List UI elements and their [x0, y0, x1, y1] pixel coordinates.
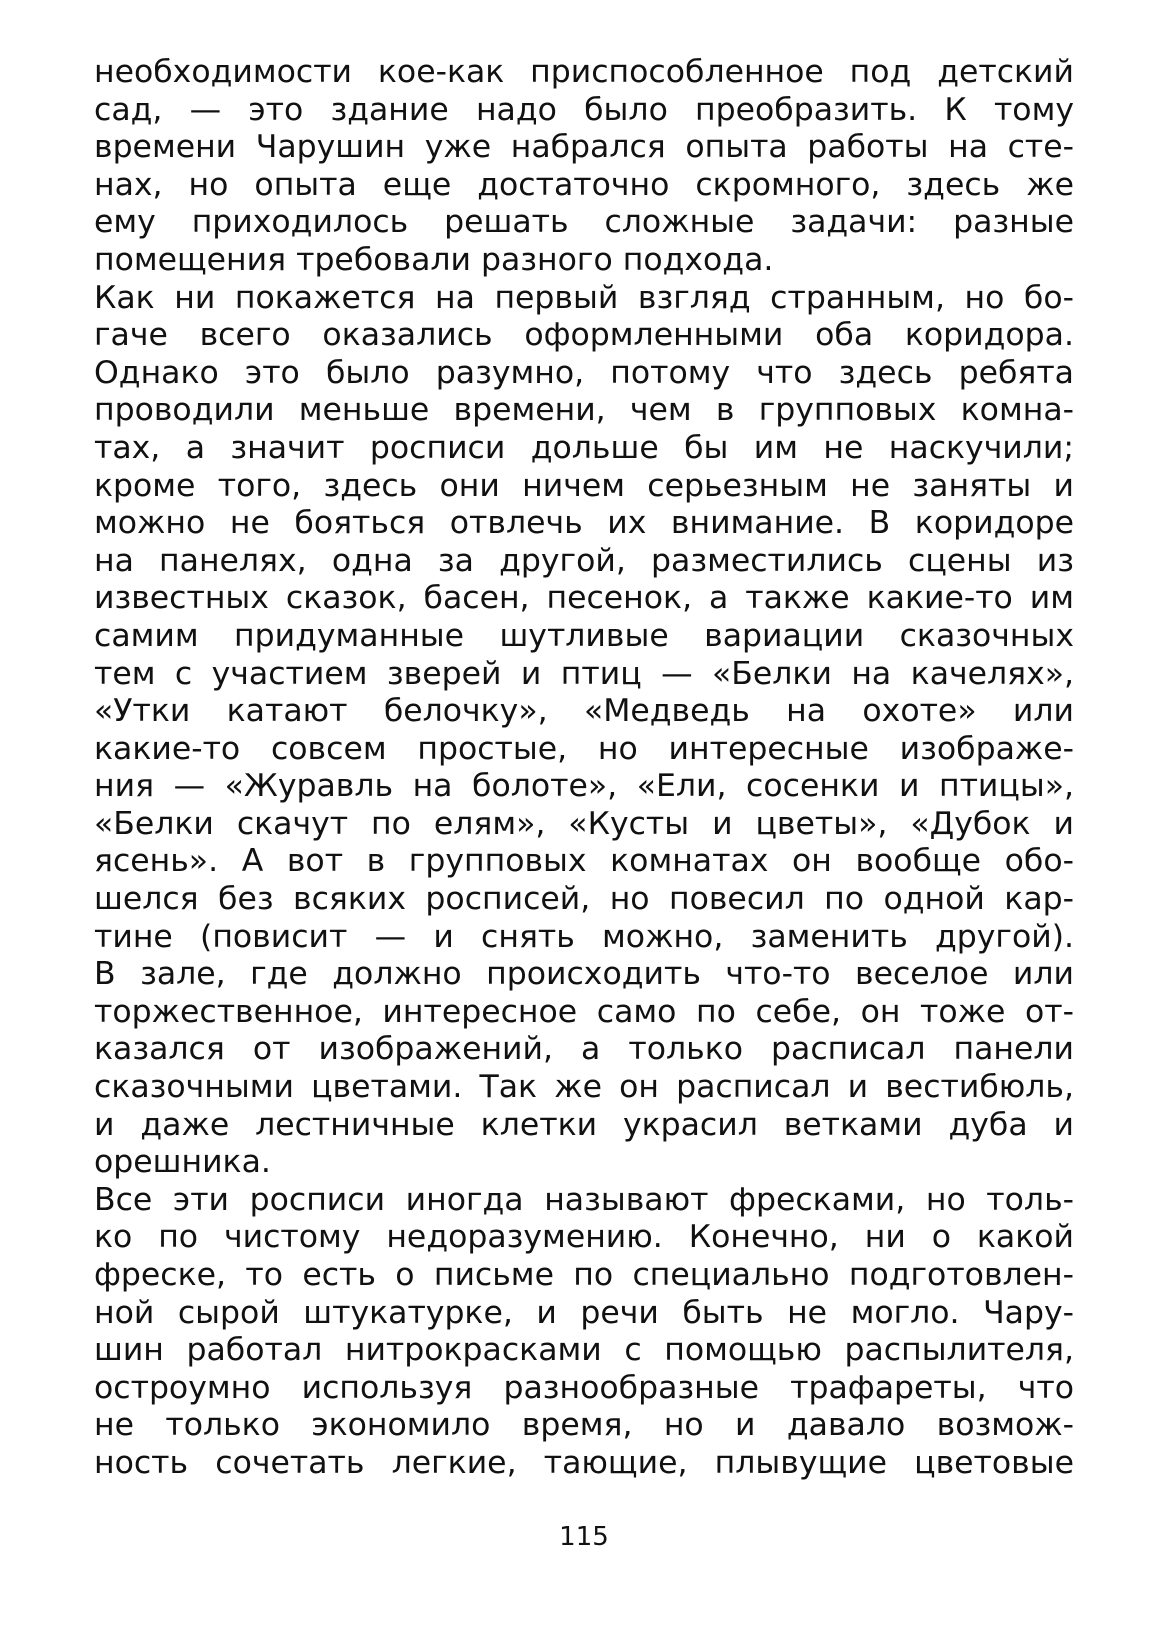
text-line: нах, но опыта еще достаточно скромного, здесь же [94, 166, 1074, 203]
text-line: ной сырой штукатурке, и речи быть не могло. Чару- [94, 1294, 1074, 1331]
text-line: сказочными цветами. Так же он расписал и вестибюль, [94, 1069, 1074, 1106]
text-line: орешника. [94, 1144, 271, 1181]
text-line: тем с участием зверей и птиц — «Белки на качелях», [94, 655, 1074, 692]
text-line: «Белки скачут по елям», «Кусты и цветы», «Дубок и [94, 805, 1074, 842]
text-line: ко по чистому недоразумению. Конечно, ни о какой [94, 1219, 1074, 1256]
text-line: казался от изображений, а только расписал панели [94, 1031, 1074, 1068]
text-line: можно не бояться отвлечь их внимание. В коридоре [94, 505, 1074, 542]
text-line: Однако это было разумно, потому что здесь ребята [94, 354, 1074, 391]
text-line: не только экономило время, но и давало возмож- [94, 1407, 1074, 1444]
paragraph [94, 54, 1074, 280]
text-line: Все эти росписи иногда называют фресками, но толь- [94, 1181, 1074, 1218]
text-line: ясень». А вот в групповых комнатах он вообще обо- [94, 843, 1074, 880]
text-line: шелся без всяких росписей, но повесил по одной кар- [94, 881, 1074, 918]
text-line: ему приходилось решать сложные задачи: разные [94, 204, 1074, 241]
text-line: торжественное, интересное само по себе, он тоже от- [94, 993, 1074, 1030]
text-line: ния — «Журавль на болоте», «Ели, сосенки и птицы», [94, 768, 1074, 805]
text-line: шин работал нитрокрасками с помощью распылителя, [94, 1332, 1074, 1369]
text-line: необходимости кое-как приспособленное под детский [94, 54, 1074, 90]
text-line: гаче всего оказались оформленными оба коридора. [94, 317, 1074, 354]
text-line: помещения требовали разного подхода. [94, 241, 774, 278]
paragraph [94, 280, 1074, 1182]
text-line: остроумно используя разнообразные трафареты, что [94, 1369, 1074, 1406]
text-line: кроме того, здесь они ничем серьезным не заняты и [94, 467, 1074, 504]
text-line: проводили меньше времени, чем в групповых комна- [94, 392, 1074, 429]
text-line: самим придуманные шутливые вариации сказочных [94, 617, 1074, 654]
text-line: какие-то совсем простые, но интересные изображе- [94, 730, 1074, 767]
page-number: 115 [559, 1522, 609, 1552]
text-line: тине (повисит — и снять можно, заменить другой). [94, 918, 1074, 955]
text-line: Как ни покажется на первый взгляд странным, но бо- [94, 279, 1074, 316]
body-text [94, 54, 1074, 1483]
text-line: и даже лестничные клетки украсил ветками дуба и [94, 1106, 1074, 1143]
text-line: ность сочетать легкие, тающие, плывущие цветовые [94, 1444, 1074, 1481]
text-line: тах, а значит росписи дольше бы им не наскучили; [94, 429, 1074, 466]
text-line: времени Чарушин уже набрался опыта работы на сте- [94, 129, 1074, 166]
text-line: В зале, где должно происходить что-то веселое или [94, 956, 1074, 993]
text-line: сад, — это здание надо было преобразить. К тому [94, 91, 1074, 128]
text-line: фреске, то есть о письме по специально подготовлен- [94, 1257, 1074, 1293]
text-line: известных сказок, басен, песенок, а также какие-то им [94, 580, 1074, 617]
text-line: «Утки катают белочку», «Медведь на охоте» или [94, 693, 1074, 730]
paragraph [94, 1182, 1074, 1483]
text-line: на панелях, одна за другой, разместились сцены из [94, 542, 1074, 579]
